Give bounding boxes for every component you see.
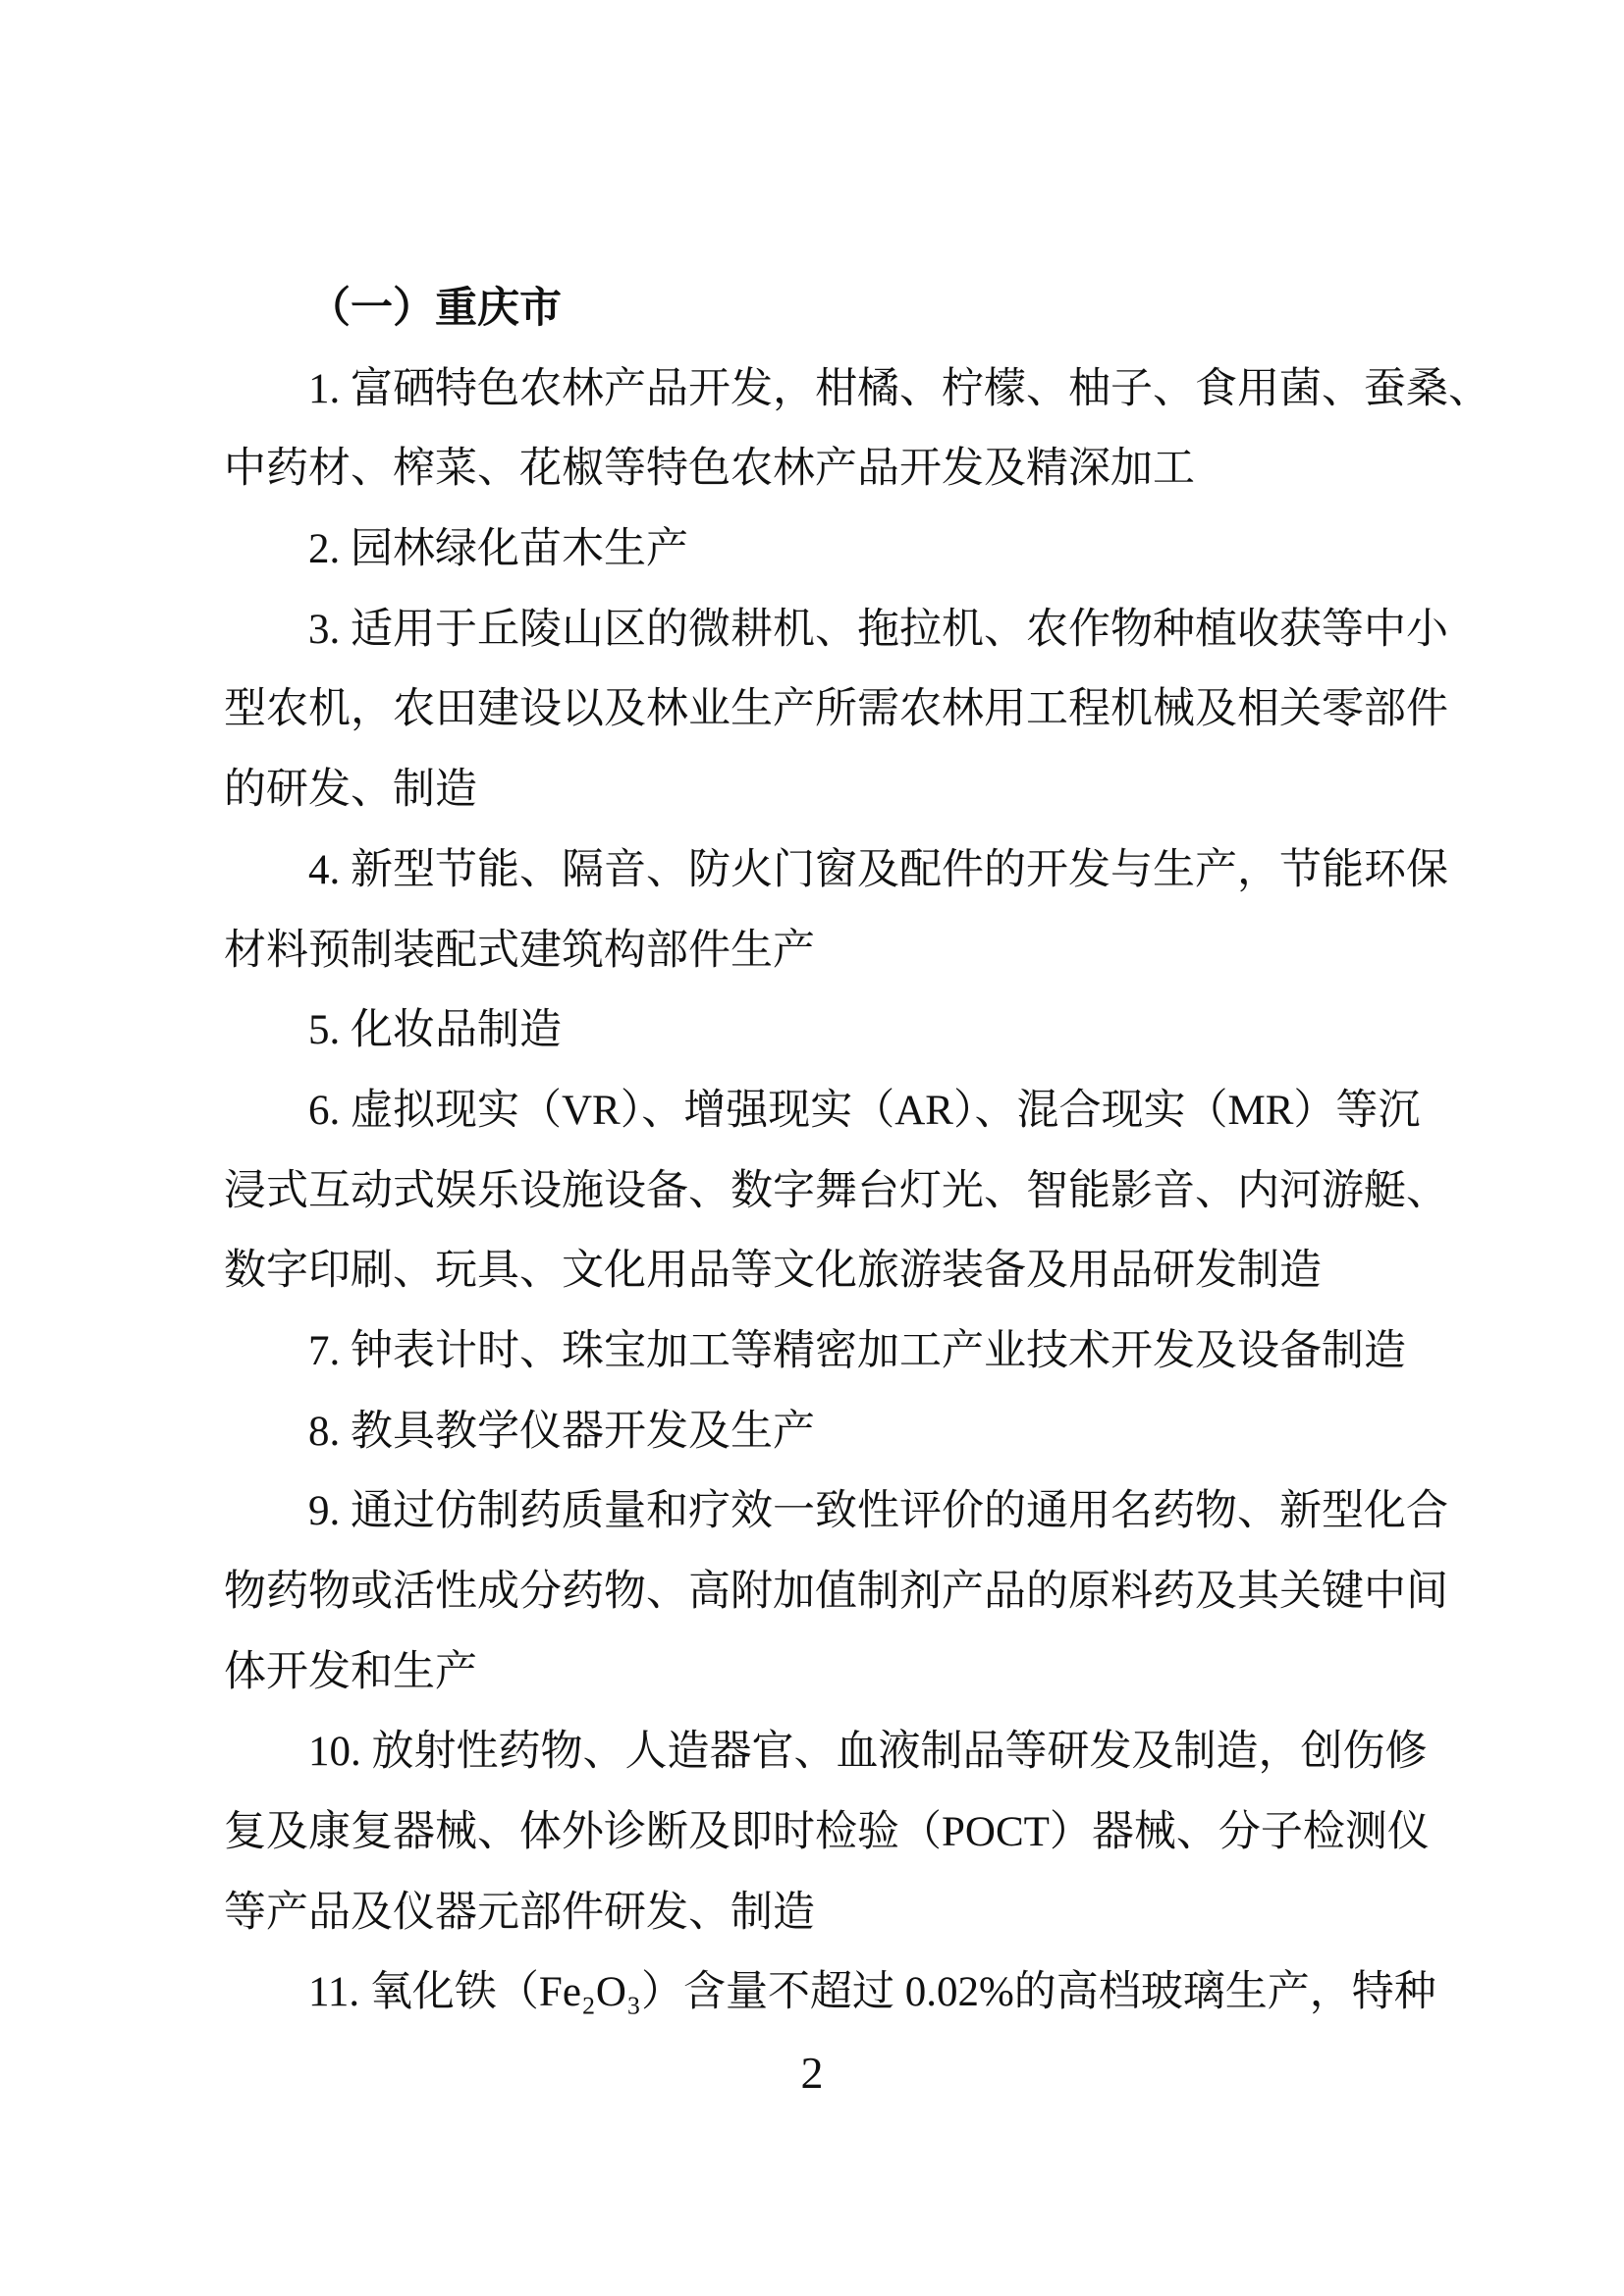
page-number: 2 [800, 2048, 824, 2098]
text-line: 10. 放射性药物、人造器官、血液制品等研发及制造，创伤修 [308, 1729, 1428, 1776]
text-line: 3. 适用于丘陵山区的微耕机、拖拉机、农作物种植收获等中小 [308, 606, 1448, 653]
text-line: 5. 化妆品制造 [308, 1007, 562, 1054]
text-line: 浸式互动式娱乐设施设备、数字舞台灯光、智能影音、内河游艇、 [224, 1167, 1448, 1214]
text-line: 数字印刷、玩具、文化用品等文化旅游装备及用品研发制造 [224, 1248, 1322, 1295]
text-line: 型农机，农田建设以及林业生产所需农林用工程机械及相关零部件 [224, 686, 1448, 733]
text-line: 6. 虚拟现实（VR）、增强现实（AR）、混合现实（MR）等沉 [308, 1087, 1421, 1134]
text-line: 4. 新型节能、隔音、防火门窗及配件的开发与生产，节能环保 [308, 846, 1448, 893]
text-line: 材料预制装配式建筑构部件生产 [224, 927, 815, 974]
text-line: 体开发和生产 [224, 1648, 477, 1695]
section-heading: （一）重庆市 [308, 286, 562, 332]
text-line: 8. 教具教学仪器开发及生产 [308, 1408, 815, 1455]
text-line: 9. 通过仿制药质量和疗效一致性评价的通用名药物、新型化合 [308, 1488, 1448, 1535]
text-line: 物药物或活性成分药物、高附加值制剂产品的原料药及其关键中间 [224, 1569, 1448, 1615]
text-line: 复及康复器械、体外诊断及即时检验（POCT）器械、分子检测仪 [224, 1809, 1430, 1856]
text-line: 7. 钟表计时、珠宝加工等精密加工产业技术开发及设备制造 [308, 1327, 1406, 1374]
text-line: 等产品及仪器元部件研发、制造 [224, 1889, 815, 1936]
text-line: 中药材、榨菜、花椒等特色农林产品开发及精深加工 [224, 446, 1195, 493]
text-line: 2. 园林绿化苗木生产 [308, 526, 688, 573]
text-block [224, 269, 1490, 2033]
text-line: 1. 富硒特色农林产品开发，柑橘、柠檬、柚子、食用菌、蚕桑、 [308, 365, 1490, 412]
text-line: 的研发、制造 [224, 767, 477, 814]
text-line: 11. 氧化铁（Fe₂O₃）含量不超过 0.02%的高档玻璃生产，特种 [308, 1969, 1436, 2016]
